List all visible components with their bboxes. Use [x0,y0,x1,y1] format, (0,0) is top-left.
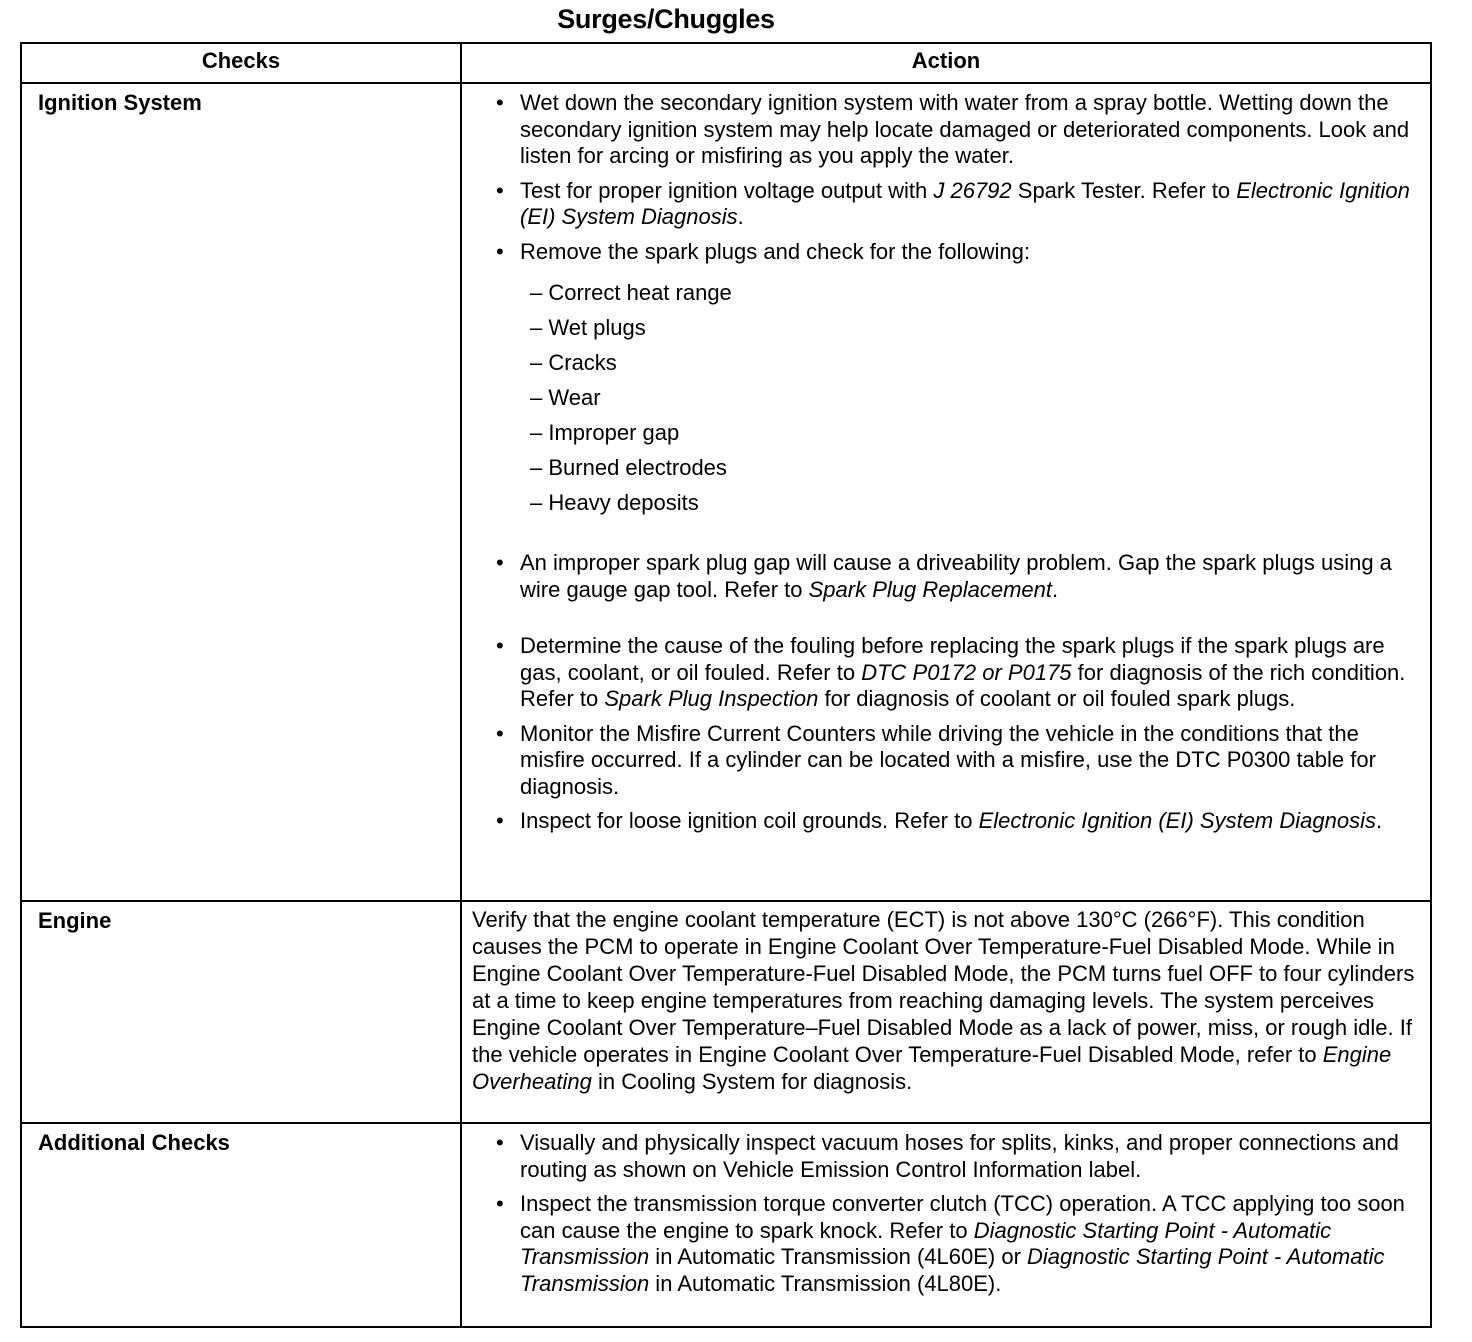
column-header-action: Action [461,43,1431,83]
diagnostic-table [20,42,1432,1328]
bullet-item [494,721,1418,801]
check-cell: Additional Checks [21,1123,461,1327]
check-cell: Engine [21,901,461,1123]
sub-list-item: – Cracks [530,345,1418,380]
body-text: Inspect the transmission torque converter clutch (TCC) operation. A TCC applying too soon can cause the engine to spark knock. Refer to [520,1191,1405,1243]
action-list [494,1130,1418,1297]
body-text: Verify that the engine coolant temperature (ECT) is not above 130°C (266°F). This condition causes the PCM to operate in Engine Coolant Over Temperature-Fuel Disabled Mode. While in Engine Coolant Over Temperature-Fuel Disabled Mode, the PCM turns fuel OFF to four cylinders at a time to keep engine temperatures from reaching damaging levels. The system perceives Engine Coolant Over Temperature–Fuel Disabled Mode as a lack of power, miss, or rough idle. If the vehicle operates in Engine Coolant Over Temperature-Fuel Disabled Mode, refer to [472,907,1415,1067]
column-header-checks: Checks [21,43,461,83]
table-row-additional-checks [21,1123,1431,1327]
action-cell [461,83,1431,901]
table-row-ignition-system [21,83,1431,901]
sub-list-item: – Burned electrodes [530,450,1418,485]
body-text: for diagnosis of coolant or oil fouled spark plugs. [818,686,1296,711]
bullet-item [494,808,1418,835]
action-cell [461,1123,1431,1327]
body-text: Determine the cause of the fouling before replacing the spark plugs if the spark plugs are gas, coolant, or oil fouled. Refer to [520,633,1385,685]
body-text: Visually and physically inspect vacuum hoses for splits, kinks, and proper connections and routing as shown on Vehicle Emission Control Information label. [520,1130,1399,1182]
reference-text: DTC P0172 or P0175 [861,659,1072,685]
bullet-item [494,1130,1418,1183]
reference-text: Engine Overheating [472,1042,1392,1094]
reference-text: Electronic Ignition (EI) System Diagnosis [520,177,1410,229]
action-paragraph [461,901,1431,1123]
body-text: . [737,204,744,229]
page-title: Surges/Chuggles [557,4,775,34]
body-text: Wet down the secondary ignition system with water from a spray bottle. Wetting down the secondary ignition system may help locate damaged or deteriorated components. Look and listen for arcing or misfiring as you apply the water. [520,90,1410,168]
body-text: for diagnosis of the rich condition. Refer to [520,659,1406,711]
body-text: Spark Tester. Refer to [1011,177,1237,203]
bullet-item [494,633,1418,713]
reference-text: Diagnostic Starting Point - Automatic Transmission [520,1217,1332,1269]
body-text: Remove the spark plugs and check for the following: [520,238,1030,264]
check-cell: Ignition System [21,83,461,901]
body-text: in Cooling System for diagnosis. [591,1069,913,1094]
sub-list-item: – Heavy deposits [530,485,1418,520]
body-text: Monitor the Misfire Current Counters while driving the vehicle in the conditions that the misfire occurred. If a cylinder can be located with a misfire, use the DTC P0300 table for diagnosis. [520,720,1376,799]
body-text: . [1051,576,1059,602]
reference-text: Spark Plug Inspection [604,686,819,711]
reference-text: Electronic Ignition (EI) System Diagnosis [978,808,1376,833]
action-list [494,90,1418,835]
body-text: Inspect for loose ignition coil grounds. Refer to [520,808,979,833]
bullet-item [494,90,1418,170]
sub-list-item: – Improper gap [530,415,1418,450]
reference-text: Spark Plug Replacement [808,576,1052,602]
bullet-item [494,550,1418,603]
body-text: An improper spark plug gap will cause a driveability problem. Gap the spark plugs using a wire gauge gap tool. Refer to [520,550,1392,602]
sub-list-item: – Wear [530,380,1418,415]
sub-list [520,275,1418,520]
bullet-item [494,239,1418,521]
sub-list-item: – Wet plugs [530,310,1418,345]
table-row-engine [21,901,1431,1123]
bullet-item [494,178,1418,231]
reference-text: J 26792 [933,177,1012,203]
body-text: Test for proper ignition voltage output with [520,177,934,203]
body-text: in Automatic Transmission (4L80E). [649,1270,1002,1296]
body-text: . [1375,808,1383,833]
bullet-item [494,1191,1418,1297]
reference-text: Diagnostic Starting Point - Automatic Transmission [520,1244,1385,1296]
sub-list-item: – Correct heat range [530,275,1418,310]
table-header-row [21,43,1431,83]
body-text: in Automatic Transmission (4L60E) or [649,1244,1028,1269]
